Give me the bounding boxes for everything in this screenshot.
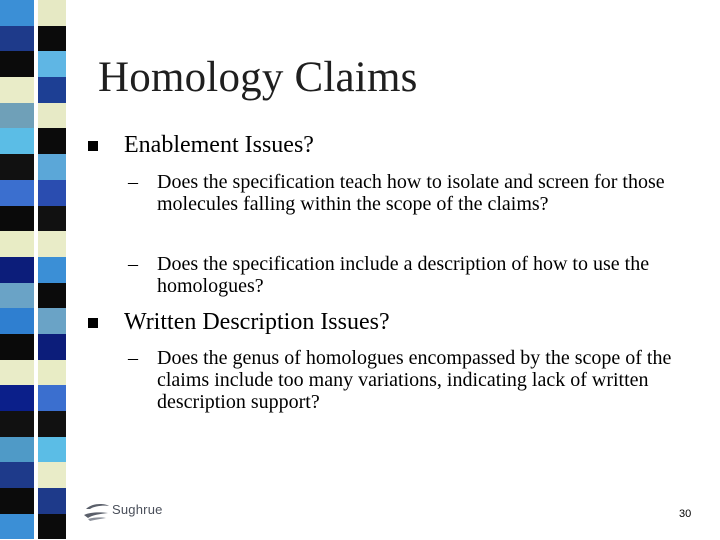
stripe-block <box>0 514 34 540</box>
stripe-row <box>0 51 66 77</box>
stripe-row <box>0 385 66 411</box>
stripe-block <box>0 308 34 334</box>
stripe-row <box>0 308 66 334</box>
stripe-block <box>0 257 34 283</box>
stripe-block <box>0 488 34 514</box>
stripe-row <box>0 231 66 257</box>
dash-marker: – <box>128 253 138 275</box>
stripe-block <box>38 514 66 540</box>
stripe-block <box>0 385 34 411</box>
stripe-block <box>38 462 66 488</box>
stripe-block <box>38 283 66 309</box>
stripe-block <box>0 206 34 232</box>
stripe-block <box>0 231 34 257</box>
stripe-block <box>38 385 66 411</box>
stripe-block <box>38 206 66 232</box>
subbullet-isolate-screen: – Does the specification teach how to isolate and screen for those molecules falling within the scope of the claims? <box>128 171 665 215</box>
stripe-block <box>38 488 66 514</box>
bullet-marker <box>88 141 98 151</box>
stripe-row <box>0 26 66 52</box>
stripe-block <box>38 334 66 360</box>
stripe-block <box>0 0 34 26</box>
stripe-row <box>0 283 66 309</box>
subbullet-homologue-use: – Does the specification include a description of how to use the homologues? <box>128 253 650 297</box>
stripe-block <box>0 77 34 103</box>
stripe-block <box>0 103 34 129</box>
bullet-marker <box>88 318 98 328</box>
stripe-block <box>0 283 34 309</box>
stripe-block <box>38 0 66 26</box>
stripe-row <box>0 77 66 103</box>
stripe-block <box>0 360 34 386</box>
swoosh-icon <box>82 501 112 523</box>
stripe-block <box>0 128 34 154</box>
stripe-row <box>0 488 66 514</box>
stripe-block <box>38 231 66 257</box>
stripe-block <box>38 77 66 103</box>
stripe-block <box>38 103 66 129</box>
bullet-written-description: Written Description Issues? <box>124 309 390 335</box>
stripe-block <box>38 360 66 386</box>
subbullet-genus-variations: – Does the genus of homologues encompassed by the scope of the claims include too many variations, indicating lack of written description support? <box>128 347 672 413</box>
dash-marker: – <box>128 171 138 193</box>
stripe-block <box>0 180 34 206</box>
stripe-block <box>38 154 66 180</box>
stripe-row <box>0 462 66 488</box>
stripe-block <box>0 437 34 463</box>
stripe-row <box>0 206 66 232</box>
stripe-row <box>0 103 66 129</box>
stripe-block <box>38 308 66 334</box>
stripe-block <box>0 411 34 437</box>
stripe-row <box>0 334 66 360</box>
dash-marker: – <box>128 347 138 369</box>
slide-title: Homology Claims <box>98 54 418 101</box>
page-number: 30 <box>679 508 692 520</box>
bullet-enablement: Enablement Issues? <box>124 132 314 158</box>
decorative-stripe <box>0 0 66 540</box>
stripe-row <box>0 514 66 540</box>
stripe-row <box>0 128 66 154</box>
stripe-block <box>38 51 66 77</box>
stripe-block <box>38 180 66 206</box>
stripe-block <box>38 26 66 52</box>
stripe-block <box>0 51 34 77</box>
logo-wordmark: Sughrue <box>112 502 163 517</box>
stripe-block <box>0 26 34 52</box>
stripe-row <box>0 180 66 206</box>
stripe-block <box>0 154 34 180</box>
stripe-block <box>0 334 34 360</box>
stripe-row <box>0 360 66 386</box>
stripe-row <box>0 437 66 463</box>
stripe-row <box>0 0 66 26</box>
stripe-block <box>38 411 66 437</box>
stripe-block <box>38 437 66 463</box>
stripe-row <box>0 411 66 437</box>
stripe-row <box>0 154 66 180</box>
stripe-block <box>0 462 34 488</box>
stripe-block <box>38 128 66 154</box>
stripe-row <box>0 257 66 283</box>
sughrue-logo <box>82 499 182 529</box>
stripe-block <box>38 257 66 283</box>
